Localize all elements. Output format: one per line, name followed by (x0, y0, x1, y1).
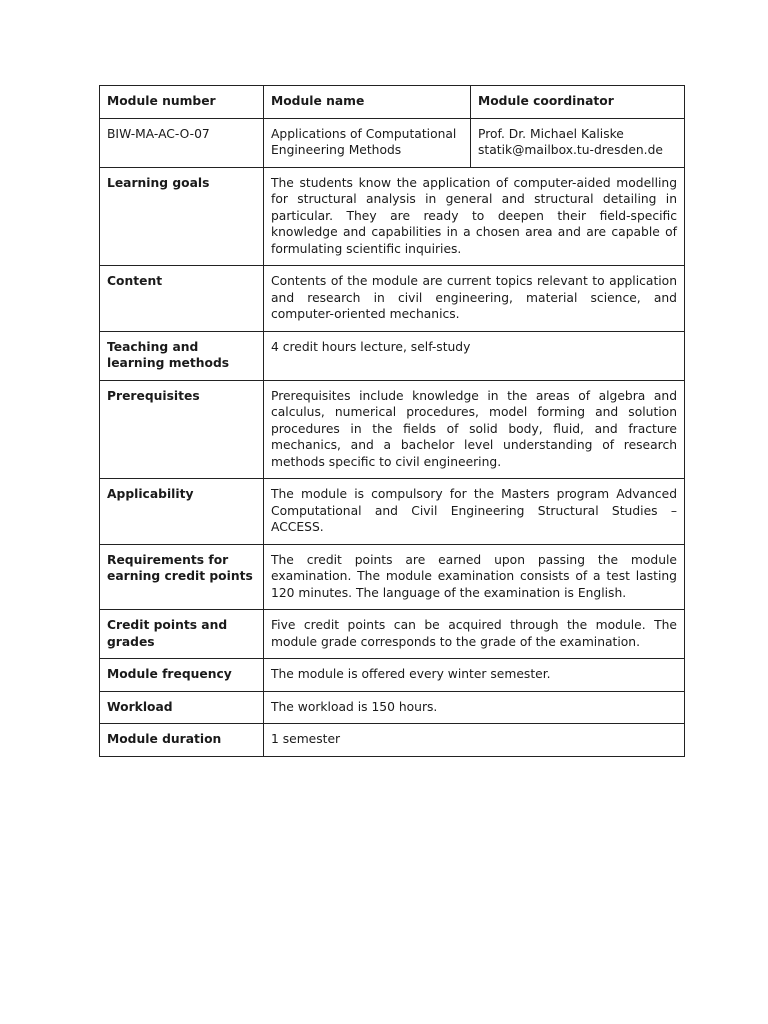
module-info-row (100, 118, 685, 167)
row-label: Prerequisites (100, 380, 264, 479)
table-row (100, 691, 685, 724)
row-label: Learning goals (100, 167, 264, 266)
row-value: Prerequisites include knowledge in the areas of algebra and calculus, numerical procedures, model forming and solution procedures in the fields of solid body, fluid, and fracture mechanics, and a bachelor level understanding of research methods specific to civil engineering. (264, 380, 685, 479)
table-row (100, 167, 685, 266)
row-label: Module duration (100, 724, 264, 757)
row-label: Content (100, 266, 264, 332)
module-name-line-1: Applications of Computational (271, 126, 457, 141)
table-row (100, 331, 685, 380)
row-label: Module frequency (100, 659, 264, 692)
row-value: 4 credit hours lecture, self-study (264, 331, 685, 380)
row-value: 1 semester (264, 724, 685, 757)
module-description-table (99, 85, 685, 757)
row-label: Requirements for earning credit points (100, 544, 264, 610)
row-label: Teaching and learning methods (100, 331, 264, 380)
row-value: The workload is 150 hours. (264, 691, 685, 724)
module-name-header: Module name (264, 86, 471, 119)
module-coordinator-header: Module coordinator (471, 86, 685, 119)
row-label: Credit points and grades (100, 610, 264, 659)
table-row (100, 266, 685, 332)
row-value: The module is offered every winter semester. (264, 659, 685, 692)
module-name-value (264, 118, 471, 167)
row-value: Contents of the module are current topics relevant to application and research in civil engineering, material science, and computer-oriented mechanics. (264, 266, 685, 332)
table-row (100, 724, 685, 757)
module-number-value: BIW-MA-AC-O-07 (100, 118, 264, 167)
row-value: The students know the application of computer-aided modelling for structural analysis in general and structural detailing in particular. They are ready to deepen their field-specific knowledge and capabilities in a chosen area and are capable of formulating scientific inquiries. (264, 167, 685, 266)
table-row (100, 659, 685, 692)
row-value: The credit points are earned upon passing the module examination. The module examination consists of a test lasting 120 minutes. The language of the examination is English. (264, 544, 685, 610)
module-number-header: Module number (100, 86, 264, 119)
table-row (100, 544, 685, 610)
row-label: Workload (100, 691, 264, 724)
row-label: Applicability (100, 479, 264, 545)
coordinator-name: Prof. Dr. Michael Kaliske (478, 126, 624, 141)
header-row (100, 86, 685, 119)
table-row (100, 380, 685, 479)
coordinator-email: statik@mailbox.tu-dresden.de (478, 143, 663, 157)
module-name-line-2: Engineering Methods (271, 143, 402, 157)
row-value: Five credit points can be acquired through the module. The module grade corresponds to the grade of the examination. (264, 610, 685, 659)
table-row (100, 479, 685, 545)
module-coordinator-value (471, 118, 685, 167)
table-row (100, 610, 685, 659)
row-value: The module is compulsory for the Masters program Advanced Computational and Civil Engineering Structural Studies – ACCESS. (264, 479, 685, 545)
